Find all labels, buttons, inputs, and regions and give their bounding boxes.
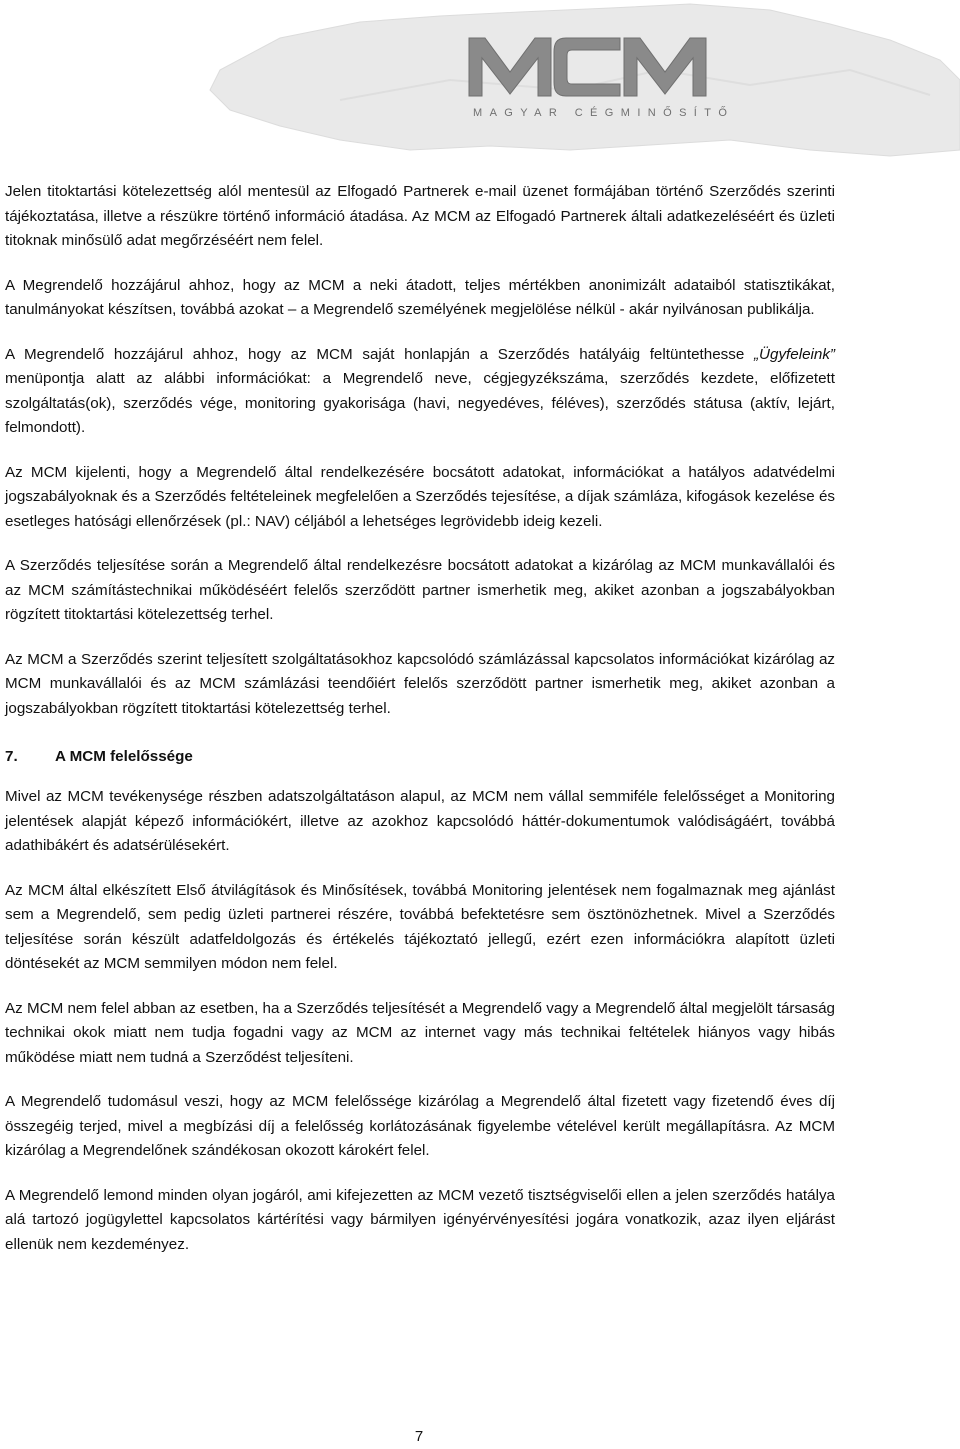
section-paragraph: Az MCM által elkészített Első átvilágítások és Minősítések, továbbá Monitoring jelentések nem fogalmaznak meg ajánlást sem a Megrendelő, sem pedig üzleti partnerei részére, továbbá befektetésre sem ösztönözhetnek. Mivel a Szerződés teljesítése során készült adatfeldolgozás és értékelés tájékoztató jellegű, ezért ezen információkra alapított üzleti döntésekét az MCM semmilyen módon nem felel. [5,881,835,972]
logo-subtitle: MAGYAR CÉGMINŐSÍTŐ [473,107,735,119]
paragraph-intro-2: A Megrendelő hozzájárul ahhoz, hogy az MCM a neki átadott, teljes mértékben anonimizált adataiból statisztikákat, tanulmányokat készítsen, továbbá azokat – a Megrendelő személyének megjelölése nélkül - akár nyilvánosan publikálja. [5,276,835,318]
paragraph-intro-3 [5,343,835,441]
hungary-map-watermark-icon [190,0,960,160]
section-paragraph: A Megrendelő tudomásul veszi, hogy az MCM felelőssége kizárólag a Megrendelő által fizetett vagy fizetendő éves díj összegéig terjed, mivel a megbízási díj a felelősség korlátozásának figyelembe vételével került megállapításra. Az MCM kizárólag a Megrendelőnek szándékosan okozott károkért felel. [5,1093,835,1159]
document-body [5,180,835,1277]
header-logo [190,0,960,160]
paragraph-intro-6: Az MCM a Szerződés szerint teljesített szolgáltatásokhoz kapcsolódó számlázással kapcsolatos információkat kizárólag az MCM munkavállalói és az MCM számlázási teendőiért felelős szerződött partner ismerhetik meg, akiket azonban a jogszabályokban rögzített titoktartási kötelezettség terhel. [5,650,835,717]
paragraph-intro-3-after: menüpontja alatt az alábbi információkat: a Megrendelő neve, cégjegyzékszáma, szerződés kezdete, előfizetett szolgáltatás(ok), szerződés vége, monitoring gyakorisága (havi, negyedéves, féléves), szerződés státusa (aktív, lejárt, felmondott). [5,370,835,436]
paragraph-intro-1: Jelen titoktartási kötelezettség alól mentesül az Elfogadó Partnerek e-mail üzenet formájában történő Szerződés szerinti tájékoztatása, illetve a részükre történő információ átadása. Az MCM az Elfogadó Partnerek általi adatkezeléséért és üzleti titoknak minősülő adat megőrzéséért nem felel. [5,183,835,249]
section-heading [5,745,835,769]
section-paragraph: A Megrendelő lemond minden olyan jogáról, ami kifejezetten az MCM vezető tisztségviselői ellen a jelen szerződés hatálya alá tartozó jogügylettel kapcsolatos kártérítési vagy bármilyen igényérvényesítési jogára vonatkozik, azaz ilyen eljárást ellenük nem kezdeményez. [5,1186,835,1253]
section-paragraph: Mivel az MCM tevékenysége részben adatszolgáltatáson alapul, az MCM nem vállal semmiféle felelősséget a Monitoring jelentések alapját képező információkért, illetve az azokhoz kapcsolódó háttér-dokumentumok valódiságáért, továbbá adathibákért és adatsérülésekért. [5,788,835,854]
page-number: 7 [414,1428,424,1445]
ugyfeleink-menu-label: „Ügyfeleink” [753,345,835,363]
section-paragraph: Az MCM nem felel abban az esetben, ha a Szerződés teljesítését a Megrendelő vagy a Megrendelő által megjelölt társaság technikai okok miatt nem tudja fogadni vagy az MCM az internet vagy más technikai feltételek hiányos vagy hibás működése miatt nem tudná a Szerződést teljesíteni. [5,999,835,1066]
paragraph-intro-3-before: A Megrendelő hozzájárul ahhoz, hogy az MCM saját honlapján a Szerződés hatályáig feltüntethesse [5,345,754,363]
paragraph-intro-5: A Szerződés teljesítése során a Megrendelő által rendelkezésre bocsátott adatokat a kizárólag az MCM munkavállalói és az MCM számítástechnikai működéséért felelős szerződött partner ismerhetik meg, akiket azonban a jogszabályokban rögzített titoktartási kötelezettség terhel. [5,557,835,623]
section-number: 7. [5,748,18,765]
paragraph-intro-4: Az MCM kijelenti, hogy a Megrendelő által rendelkezésére bocsátott adatokat, információkat a hatályos adatvédelmi jogszabályoknak és a Szerződés feltételeinek megfelelően a Szerződés tejesítése, a díjak számláza, kifogások kezelése és esetleges hatósági ellenőrzések (pl.: NAV) céljából a lehetséges legrövidebb ideig kezeli. [5,463,835,530]
section-title: A MCM felelőssége [55,748,193,765]
